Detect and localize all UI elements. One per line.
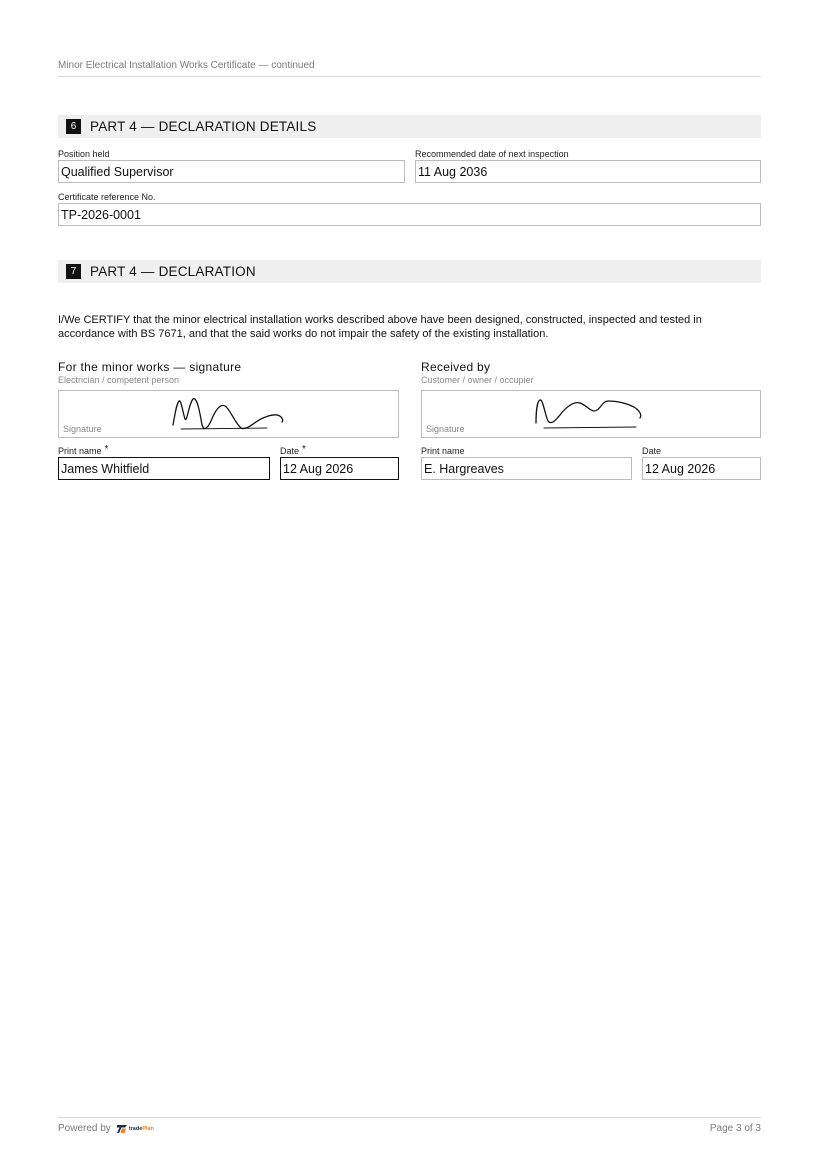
right-signature-box[interactable]: [421, 390, 761, 438]
section-7-number: 7: [66, 264, 81, 279]
right-date-field[interactable]: 12 Aug 2026: [642, 457, 761, 480]
left-date-field[interactable]: 12 Aug 2026: [280, 457, 399, 480]
right-signature-image: [530, 391, 660, 437]
certify-statement: I/We CERTIFY that the minor electrical installation works described above have been designed, constructed, inspected and tested in accordance with BS 7671, and that the said works do not impair the safety of the existing installation.: [58, 314, 702, 340]
left-signature-image: [167, 391, 297, 437]
position-held-field[interactable]: Qualified Supervisor: [58, 160, 405, 183]
page-footer: [58, 1117, 761, 1134]
brand-logo[interactable]: [117, 1125, 154, 1133]
section-7-title: PART 4 — DECLARATION: [90, 264, 256, 279]
left-signatory-subtitle: Electrician / competent person: [58, 375, 180, 385]
position-held-label: Position held: [58, 149, 110, 159]
left-print-name-label: Print name *: [58, 444, 109, 456]
left-signature-box[interactable]: [58, 390, 399, 438]
right-signatory-title: Received by: [421, 360, 491, 374]
powered-by: [58, 1123, 154, 1134]
section-6-title: PART 4 — DECLARATION DETAILS: [90, 119, 317, 134]
right-print-name-field[interactable]: E. Hargreaves: [421, 457, 632, 480]
right-print-name-label: Print name: [421, 446, 465, 456]
next-inspection-field[interactable]: 11 Aug 2036: [415, 160, 761, 183]
right-signature-label: Signature: [426, 424, 465, 434]
brand-logo-text: tradePlan: [128, 1125, 154, 1132]
section-6-number: 6: [66, 119, 81, 134]
left-signatory-title: For the minor works — signature: [58, 360, 242, 374]
left-date-label: Date *: [280, 444, 306, 456]
section-7-header: [58, 260, 761, 283]
powered-by-text: Powered by: [58, 1123, 111, 1134]
left-signature-label: Signature: [63, 424, 102, 434]
page-number: Page 3 of 3: [709, 1123, 761, 1134]
right-signatory-subtitle: Customer / owner / occupier: [421, 375, 534, 385]
right-date-label: Date: [642, 446, 662, 456]
cert-ref-field[interactable]: TP-2026-0001: [58, 203, 761, 226]
left-print-name-field[interactable]: James Whitfield: [58, 457, 270, 480]
section-6-header: [58, 115, 761, 138]
next-inspection-label: Recommended date of next inspection: [415, 149, 569, 159]
brand-logo-icon: [117, 1125, 127, 1133]
cert-ref-label: Certificate reference No.: [58, 192, 156, 202]
page-header: Minor Electrical Installation Works Certificate — continued: [58, 60, 761, 77]
